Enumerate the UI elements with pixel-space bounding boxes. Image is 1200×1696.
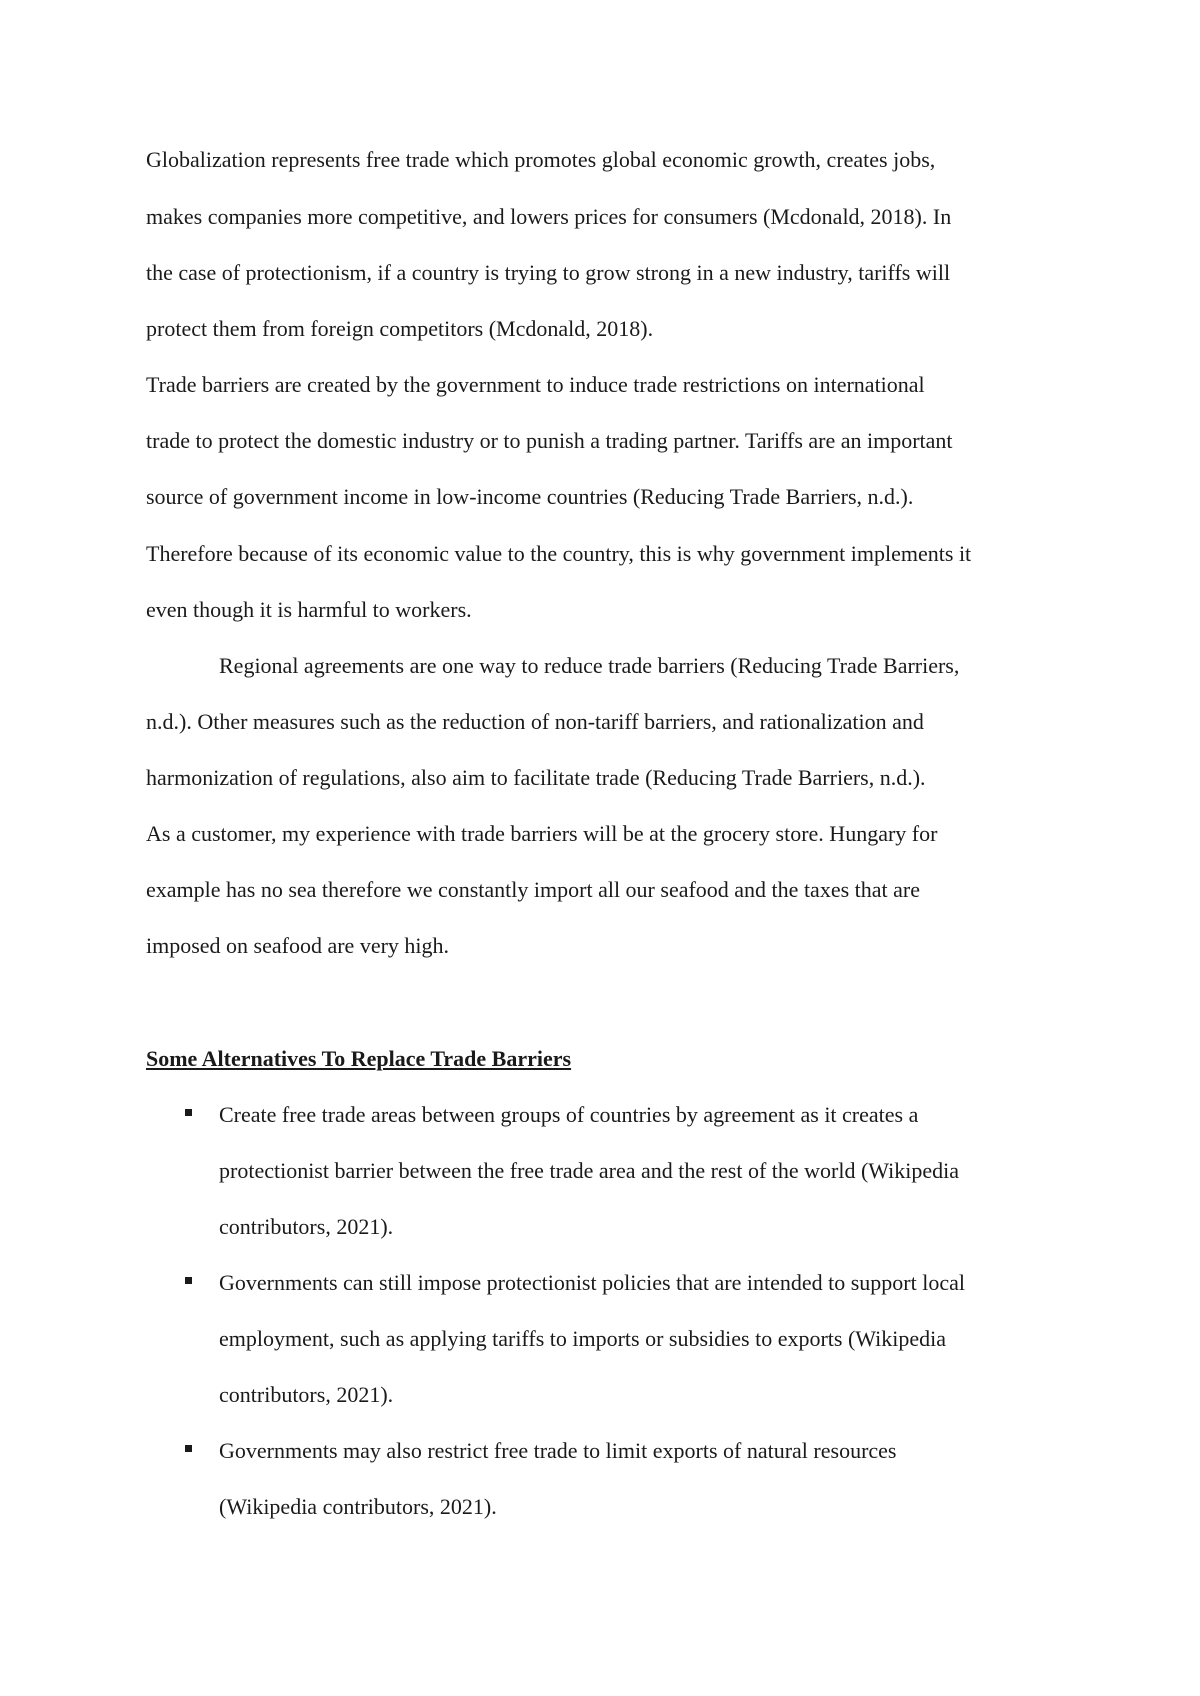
text-line: harmonization of regulations, also aim to facilitate trade (Reducing Trade Barriers, n.d.). (146, 765, 926, 790)
text-line: contributors, 2021). (219, 1214, 394, 1239)
text-line: the case of protectionism, if a country is trying to grow strong in a new industry, tariffs will (146, 260, 951, 285)
text-line: (Wikipedia contributors, 2021). (219, 1494, 497, 1519)
text-line: Globalization represents free trade which promotes global economic growth, creates jobs, (146, 147, 936, 172)
text-line: even though it is harmful to workers. (146, 597, 472, 622)
text-line: Create free trade areas between groups of countries by agreement as it creates a (219, 1102, 919, 1127)
bullet-square-icon (185, 1109, 192, 1116)
text-line: Governments may also restrict free trade to limit exports of natural resources (219, 1438, 897, 1463)
text-line: makes companies more competitive, and lowers prices for consumers (Mcdonald, 2018). In (146, 204, 952, 229)
text-line: protect them from foreign competitors (Mcdonald, 2018). (146, 316, 654, 341)
text-line: example has no sea therefore we constantly import all our seafood and the taxes that are (146, 877, 920, 902)
text-line: protectionist barrier between the free trade area and the rest of the world (Wikipedia (219, 1158, 960, 1183)
text-line: Regional agreements are one way to reduce trade barriers (Reducing Trade Barriers, (219, 653, 960, 678)
text-line: n.d.). Other measures such as the reduction of non-tariff barriers, and rationalization and (146, 709, 924, 734)
text-line: As a customer, my experience with trade barriers will be at the grocery store. Hungary for (146, 821, 938, 846)
text-line: Trade barriers are created by the government to induce trade restrictions on international (146, 372, 925, 397)
bullet-square-icon (185, 1445, 192, 1452)
text-line: trade to protect the domestic industry or to punish a trading partner. Tariffs are an important (146, 428, 953, 453)
text-line: Therefore because of its economic value to the country, this is why government implements it (146, 541, 972, 566)
text-line: imposed on seafood are very high. (146, 933, 450, 958)
text-line: Governments can still impose protectionist policies that are intended to support local (219, 1270, 965, 1295)
section-heading: Some Alternatives To Replace Trade Barriers (146, 1046, 572, 1071)
text-line: employment, such as applying tariffs to imports or subsidies to exports (Wikipedia (219, 1326, 947, 1351)
text-line: contributors, 2021). (219, 1382, 394, 1407)
bullet-square-icon (185, 1277, 192, 1284)
text-line: source of government income in low-income countries (Reducing Trade Barriers, n.d.). (146, 484, 914, 509)
